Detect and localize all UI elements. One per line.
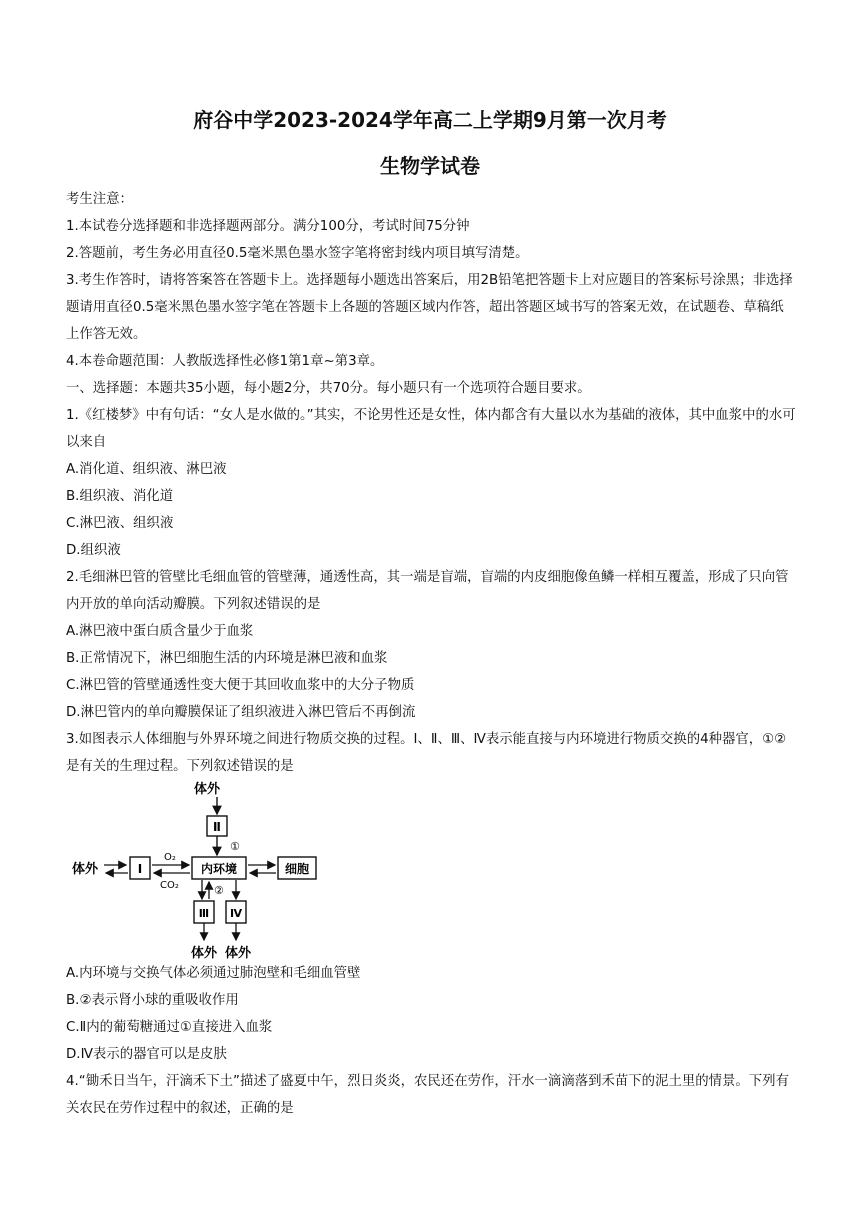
question-2-option-d: D.淋巴管内的单向瓣膜保证了组织液进入淋巴管后不再倒流	[66, 705, 416, 720]
question-1-option-c: C.淋巴液、组织液	[66, 516, 174, 531]
notice-item: 1.本试卷分选择题和非选择题两部分。满分100分，考试时间75分钟	[66, 219, 470, 234]
notice-item: 2.答题前，考生务必用直径0.5毫米黑色墨水签字笔将密封线内项目填写清楚。	[66, 246, 529, 261]
question-2-stem: 2.毛细淋巴管的管壁比毛细血管的管壁薄，通透性高，其一端是盲端，盲端的内皮细胞像鱼鳞一样相互覆盖，形成了只向管内开放的单向活动瓣膜。下列叙述错误的是	[66, 570, 789, 612]
question-3-option-b: B.②表示肾小球的重吸收作用	[66, 993, 239, 1008]
cell-label: 细胞	[284, 862, 310, 876]
question-2-option-b: B.正常情况下，淋巴细胞生活的内环境是淋巴液和血浆	[66, 651, 388, 666]
outside-left-label: 体外	[72, 862, 99, 877]
co2-label: CO₂	[160, 880, 179, 891]
outside-top-label: 体外	[193, 782, 221, 797]
notice-item: 3.考生作答时，请将答案答在答题卡上。选择题每小题选出答案后，用2B铅笔把答题卡上对应题目的答案标号涂黑；非选择题请用直径0.5毫米黑色墨水签字笔在答题卡上各题的答题区域内作答，超出答题区域书写的答案无效，在试题卷、草稿纸上作答无效。	[66, 273, 793, 342]
question-3-option-a: A.内环境与交换气体必须通过肺泡壁和毛细血管壁	[66, 966, 361, 981]
question-3-option-c: C.Ⅱ内的葡萄糖通过①直接进入血浆	[66, 1020, 273, 1035]
organ-3-label: Ⅲ	[198, 907, 210, 920]
question-2-option-c: C.淋巴管的管壁通透性变大便于其回收血浆中的大分子物质	[66, 678, 415, 693]
notice-item: 4.本卷命题范围：人教版选择性必修1第1章~第3章。	[66, 354, 384, 369]
question-1-option-a: A.消化道、组织液、淋巴液	[66, 462, 227, 477]
question-4-stem: 4.“锄禾日当午，汗滴禾下土”描述了盛夏中午，烈日炎炎，农民还在劳作，汗水一滴滴落到禾苗下的泥土里的情景。下列有关农民在劳作过程中的叙述，正确的是	[66, 1074, 789, 1116]
question-1-stem: 1.《红楼梦》中有句话：“女人是水做的。”其实，不论男性还是女性，体内都含有大量以水为基础的液体，其中血浆中的水可以来自	[66, 408, 796, 450]
organ-2-label: Ⅱ	[213, 820, 221, 834]
exam-subtitle: 生物学试卷	[380, 154, 480, 178]
outside-bottom-label-1: 体外	[190, 946, 218, 960]
question-3-option-d: D.Ⅳ表示的器官可以是皮肤	[66, 1047, 227, 1062]
process-2-label: ②	[214, 884, 224, 897]
outside-bottom-label-2: 体外	[224, 946, 252, 960]
question-3-stem: 3.如图表示人体细胞与外界环境之间进行物质交换的过程。Ⅰ、Ⅱ、Ⅲ、Ⅳ表示能直接与内环境进行物质交换的4种器官，①②是有关的生理过程。下列叙述错误的是	[66, 732, 787, 774]
exam-body	[66, 186, 796, 1122]
notice-heading: 考生注意：	[66, 192, 133, 207]
question-1-option-b: B.组织液、消化道	[66, 489, 174, 504]
exam-title: 府谷中学2023-2024学年高二上学期9月第一次月考	[193, 108, 667, 132]
question-2-option-a: A.淋巴液中蛋白质含量少于血浆	[66, 624, 254, 639]
exchange-diagram	[70, 780, 340, 960]
section-heading: 一、选择题：本题共35小题，每小题2分，共70分。每小题只有一个选项符合题目要求。	[66, 381, 591, 396]
process-1-label: ①	[230, 840, 240, 853]
inner-env-label: 内环境	[200, 862, 238, 876]
organ-4-label: Ⅳ	[229, 907, 243, 920]
o2-label: O₂	[164, 852, 176, 863]
question-1-option-d: D.组织液	[66, 543, 121, 558]
organ-1-label: Ⅰ	[137, 862, 143, 876]
